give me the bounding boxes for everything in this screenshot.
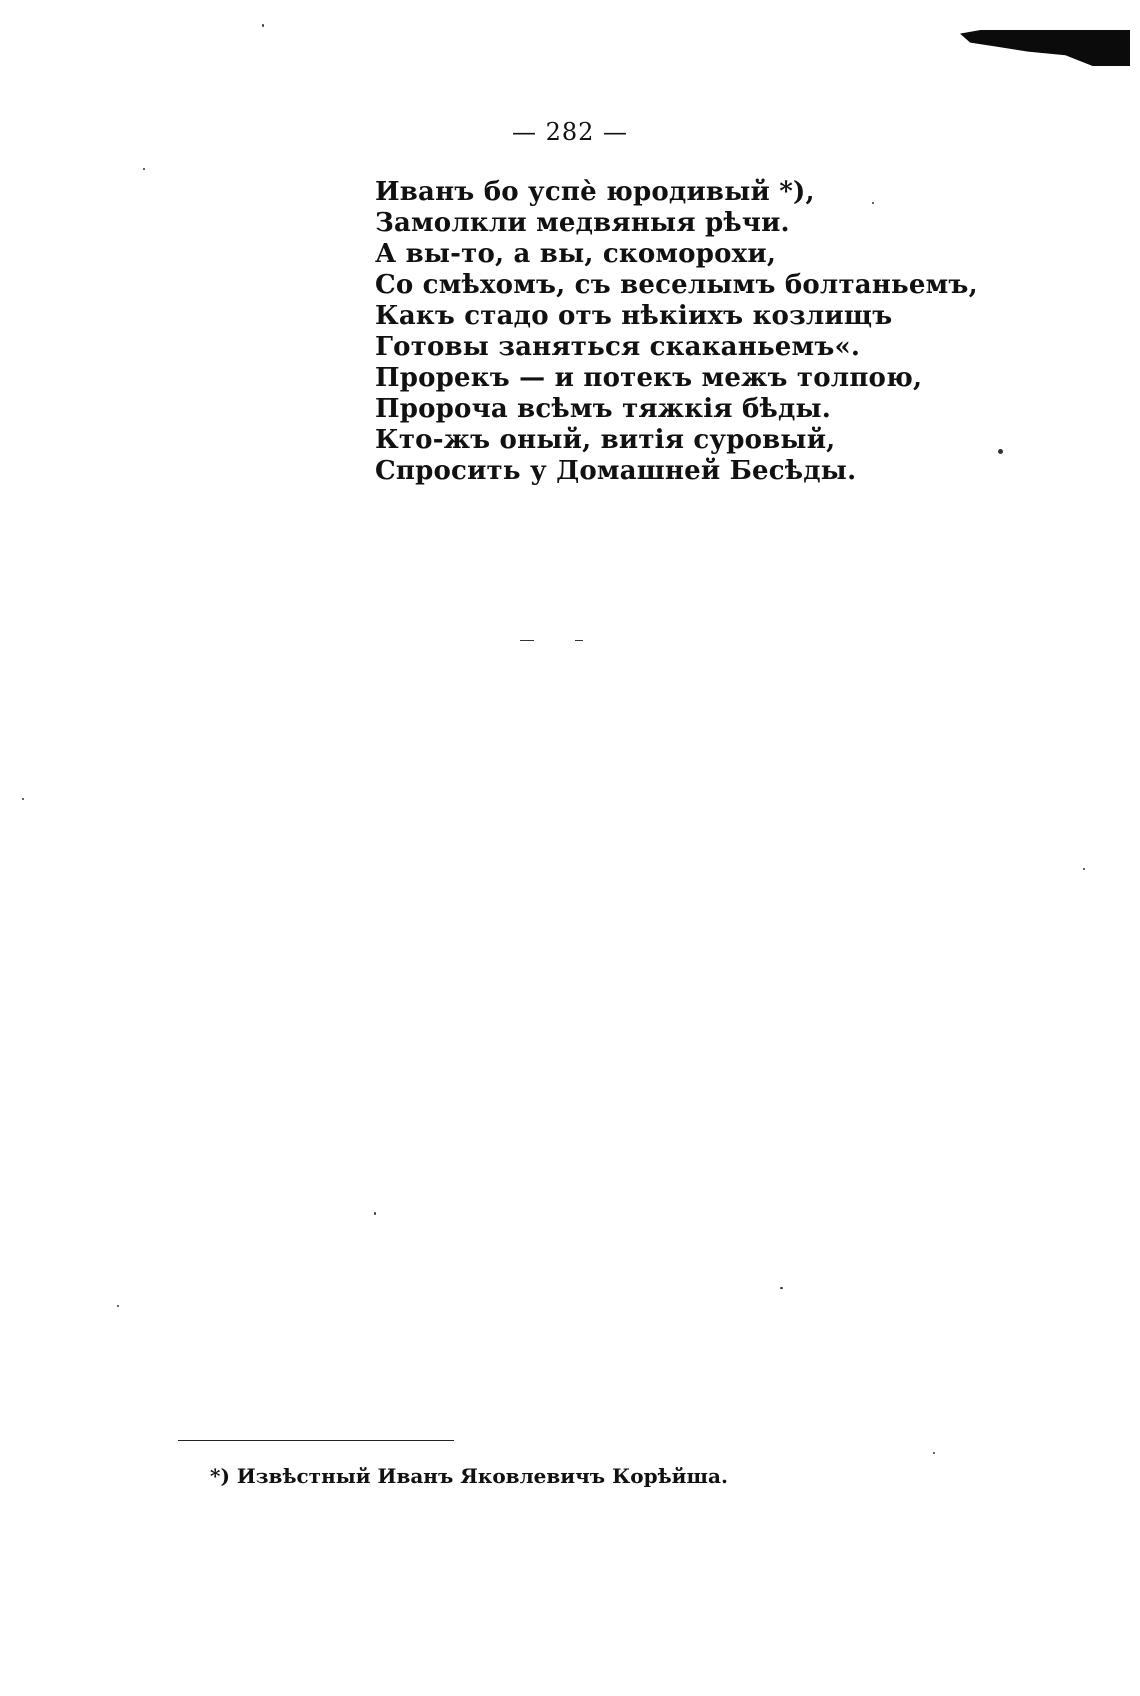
poem-line: Со смѣхомъ, съ веселымъ болтаньемъ, — [375, 270, 978, 300]
scan-speck — [22, 798, 24, 800]
scan-speck — [374, 1212, 376, 1215]
poem-line: Замолкли медвяныя рѣчи. — [375, 208, 790, 238]
scan-speck — [520, 640, 534, 641]
page-number: — 282 — — [511, 118, 629, 146]
poem-stanza — [375, 177, 978, 487]
poem-line: Спросить у Домашней Бесѣды. — [375, 456, 857, 486]
scan-speck — [872, 202, 874, 204]
scan-speck — [933, 1452, 935, 1454]
footnote: *) Извѣстный Иванъ Яковлевичъ Корѣйша. — [210, 1464, 728, 1488]
scan-edge-mark — [960, 30, 1130, 66]
scan-speck — [262, 24, 264, 27]
scan-speck — [117, 1305, 119, 1307]
poem-line: А вы-то, а вы, скоморохи, — [375, 239, 777, 269]
scan-speck — [575, 640, 583, 641]
poem-line: Прорекъ — и потекъ межъ толпою, — [375, 363, 923, 393]
poem-line: Пророча всѣмъ тяжкія бѣды. — [375, 394, 832, 424]
poem-line: Какъ стадо отъ нѣкіихъ козлищъ — [375, 301, 893, 331]
scan-speck — [780, 1287, 783, 1289]
scan-speck — [998, 449, 1003, 454]
scan-speck — [1083, 868, 1085, 870]
poem-line: Готовы заняться скаканьемъ«. — [375, 332, 861, 362]
poem-line: Иванъ бо успѐ юродивый *), — [375, 177, 815, 207]
poem-line: Кто-жъ оный, витія суровый, — [375, 425, 836, 455]
footnote-divider — [178, 1440, 454, 1441]
scan-speck — [143, 168, 145, 170]
